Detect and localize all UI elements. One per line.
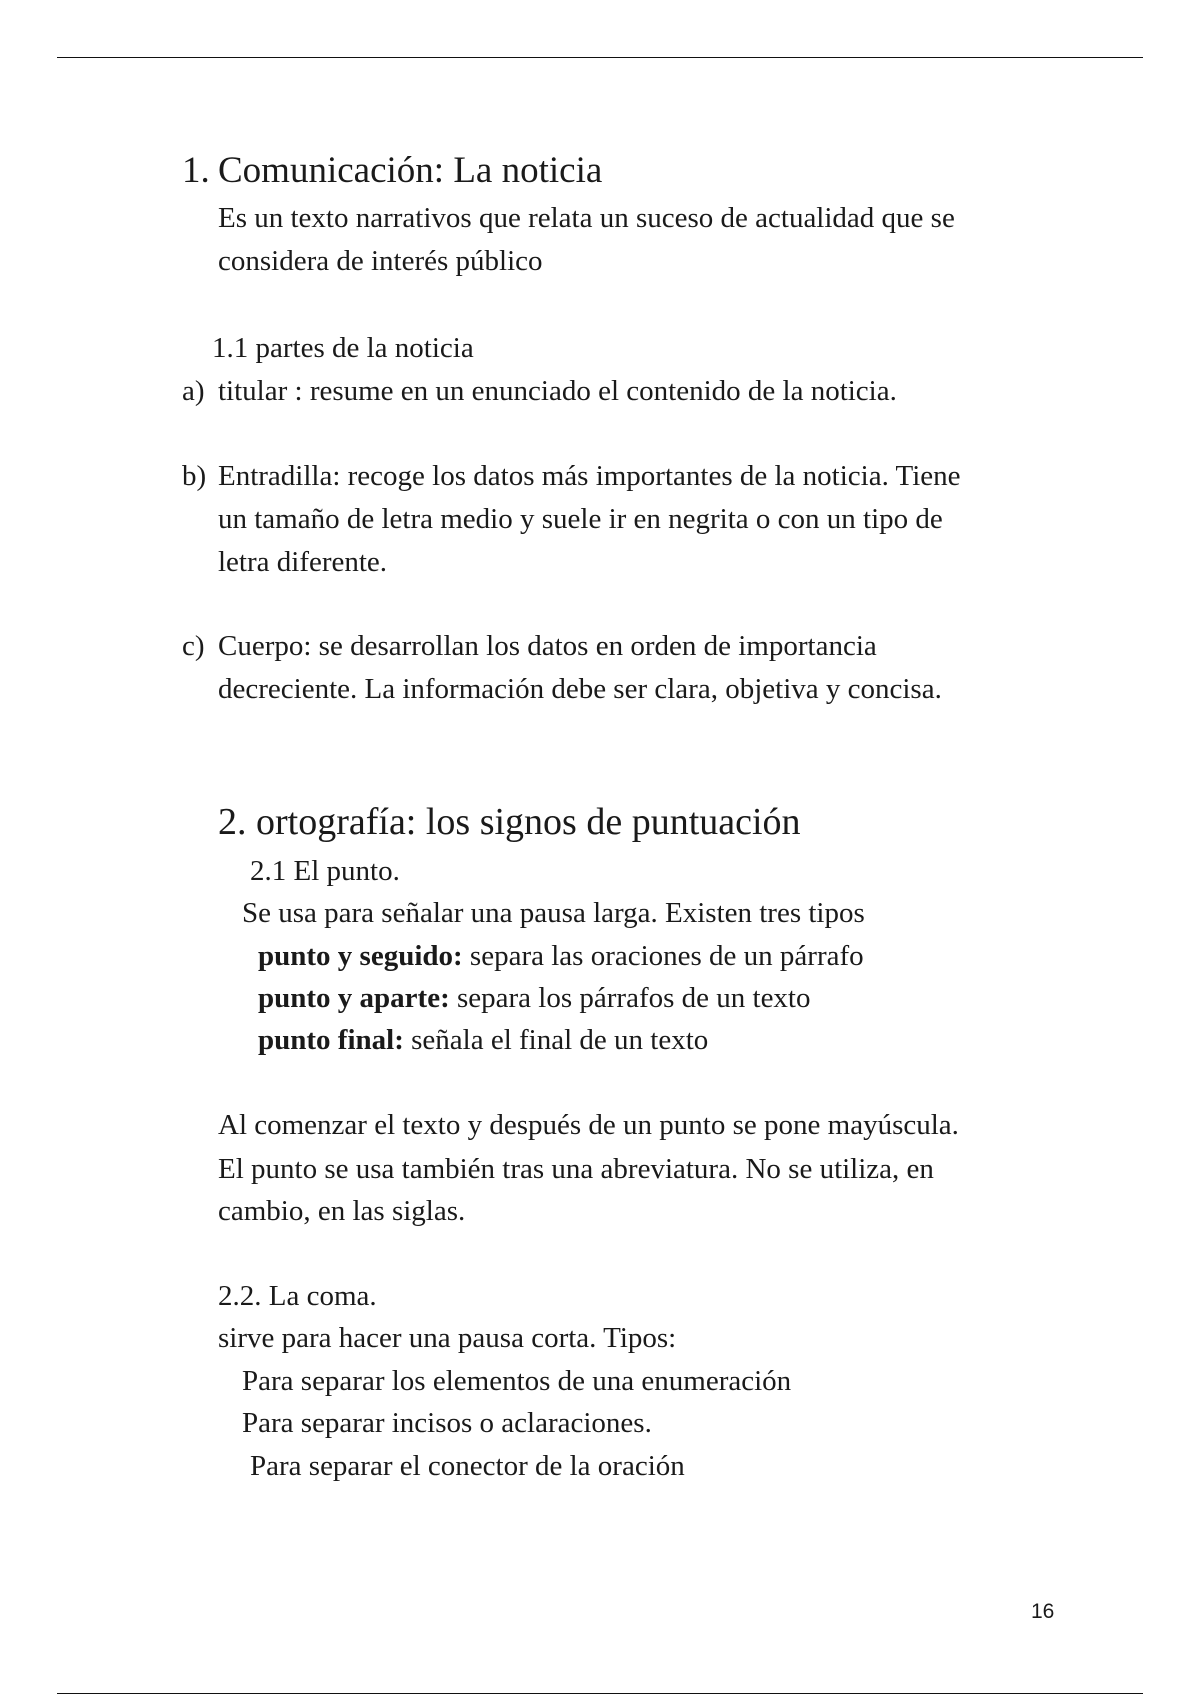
punto-type-aparte — [258, 984, 811, 1013]
section-1-number: 1. — [182, 150, 210, 191]
page-number: 16 — [1031, 1600, 1055, 1623]
punto-type-desc: separa las oraciones de un párrafo — [462, 940, 864, 972]
punto-intro: Se usa para señalar una pausa larga. Existen tres tipos — [242, 897, 865, 929]
part-c-marker: c) — [182, 630, 205, 662]
part-a-marker: a) — [182, 375, 205, 407]
punto-note-line-1: Al comenzar el texto y después de un punto se pone mayúscula. — [218, 1109, 959, 1141]
part-c-line-2: decreciente. La información debe ser clara, objetiva y concisa. — [218, 673, 942, 705]
punto-type-seguido — [258, 942, 864, 971]
punto-type-term: punto y aparte: — [258, 982, 450, 1014]
punto-type-desc: señala el final de un texto — [403, 1024, 709, 1056]
bottom-rule — [57, 1693, 1143, 1694]
part-b-marker: b) — [182, 460, 207, 492]
coma-intro: sirve para hacer una pausa corta. Tipos: — [218, 1322, 677, 1354]
punto-note-line-3: cambio, en las siglas. — [218, 1195, 466, 1227]
punto-type-desc: separa los párrafos de un texto — [449, 982, 811, 1014]
punto-title: 2.1 El punto. — [250, 855, 400, 887]
part-c-line-1: Cuerpo: se desarrollan los datos en orden de importancia — [218, 630, 877, 662]
section-1-intro-line-2: considera de interés público — [218, 245, 543, 277]
punto-type-final — [258, 1026, 708, 1055]
part-b-line-1: Entradilla: recoge los datos más importantes de la noticia. Tiene — [218, 460, 961, 492]
subsection-1-1-title: 1.1 partes de la noticia — [212, 332, 474, 364]
coma-use-2: Para separar incisos o aclaraciones. — [242, 1407, 652, 1439]
part-b-line-2: un tamaño de letra medio y suele ir en negrita o con un tipo de — [218, 503, 943, 535]
punto-note-line-2: El punto se usa también tras una abreviatura. No se utiliza, en — [218, 1153, 934, 1185]
section-2-title: 2. ortografía: los signos de puntuación — [218, 801, 801, 843]
top-rule — [57, 57, 1143, 58]
section-1-intro-line-1: Es un texto narrativos que relata un suceso de actualidad que se — [218, 202, 955, 234]
part-a-text: titular : resume en un enunciado el contenido de la noticia. — [218, 375, 897, 407]
punto-type-term: punto y seguido: — [258, 940, 463, 972]
coma-title: 2.2. La coma. — [218, 1280, 377, 1312]
coma-use-3: Para separar el conector de la oración — [250, 1450, 685, 1482]
coma-use-1: Para separar los elementos de una enumeración — [242, 1365, 792, 1397]
section-1-title: Comunicación: La noticia — [218, 150, 603, 191]
punto-type-term: punto final: — [258, 1024, 404, 1056]
part-b-line-3: letra diferente. — [218, 546, 388, 578]
